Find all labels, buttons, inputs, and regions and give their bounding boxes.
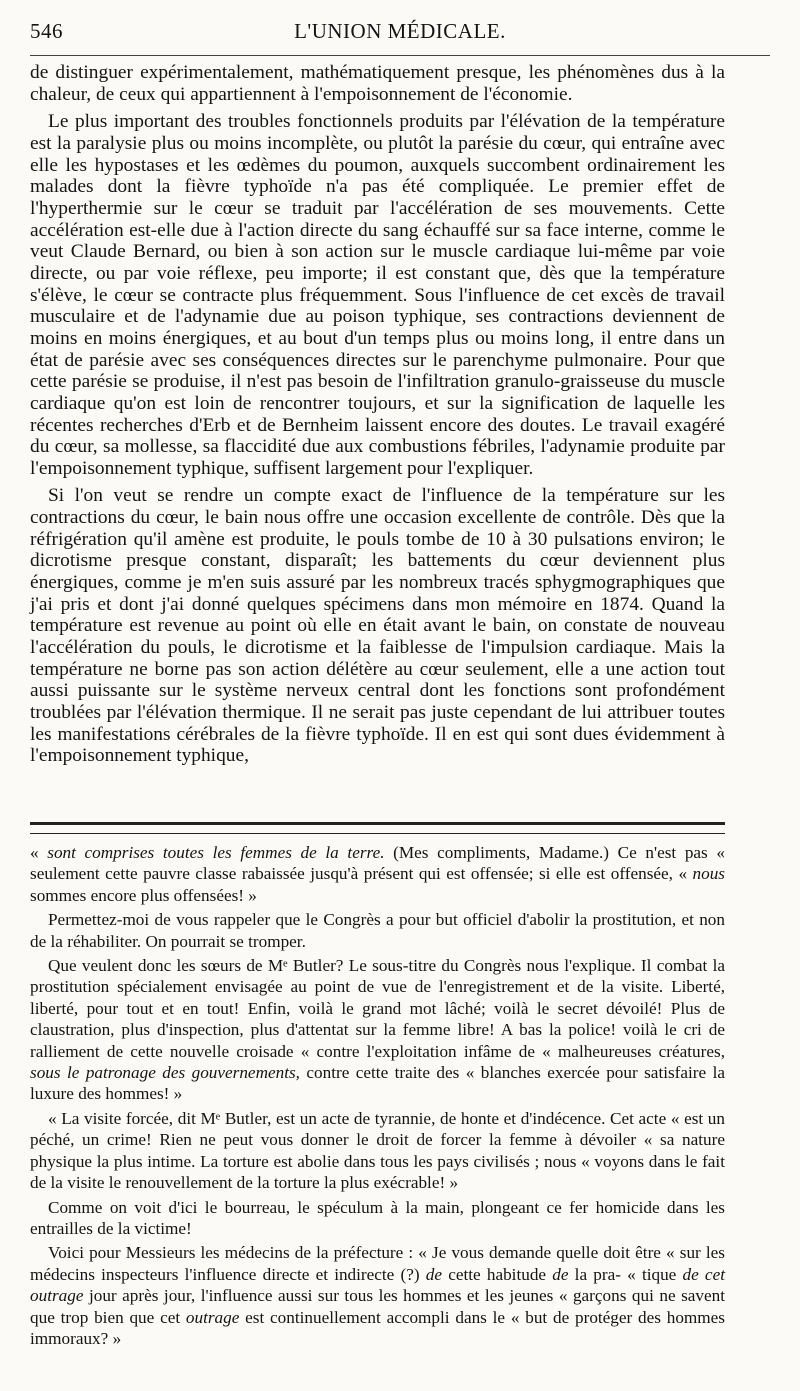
paragraph: Comme on voit d'ici le bourreau, le spéculum à la main, plongeant ce fer homicide dans les entrailles de la victime! bbox=[30, 1197, 725, 1238]
paragraph bbox=[30, 955, 725, 1105]
paragraph: « La visite forcée, dit Mᵉ Butler, est un acte de tyrannie, de honte et d'indécence. Cet acte « est un péché, un crime! Rien ne peut vous donner le droit de forcer la femme à dévoiler « sa nature physique la plus intime. La torture est abolie dans tous les pays civilisés ; nous « voyons dans le fait de la visite le renouvellement de la torture la plus exécrable! » bbox=[30, 1108, 725, 1193]
paragraph bbox=[30, 842, 725, 906]
text-run: sommes encore plus offensées! » bbox=[30, 885, 257, 905]
paragraph: Si l'on veut se rendre un compte exact de l'influence de la température sur les contractions du cœur, le bain nous offre une occasion excellente de contrôle. Dès que la réfrigération qu'il amène est produite, le pouls tombe de 10 à 30 pulsations environ; le dicrotisme presque constant, disparaît; les battements du cœur deviennent plus énergiques, comme je m'en suis assuré par les nombreux tracés sphygmographiques que j'ai pris et dont j'ai donné quelques spécimens dans mon mémoire en 1874. Quand la température est revenue au point où elle en était avant le bain, on constate de nouveau l'accélération du pouls, le dicrotisme et la faiblesse de l'impulsion cardiaque. Mais la température ne borne pas son action délétère au cœur seulement, elle a une action tout aussi puissante sur le système nerveux central dont les fonctions sont profondément troublées par l'élévation thermique. Il ne serait pas juste cependant de lui attribuer toutes les manifestations cérébrales de la fièvre typhoïde. Il en est qui sont dues évidemment à l'empoisonnement typhique, bbox=[30, 485, 725, 767]
paragraph: Permettez-moi de vous rappeler que le Congrès a pour but officiel d'abolir la prostitution, et non de la réhabiliter. On pourrait se tromper. bbox=[30, 910, 725, 951]
italic-run: outrage bbox=[185, 1307, 240, 1327]
text-run: (Mes compliments, Madame.) Ce n'est pas « seulement cette pauvre classe rabaissée jusqu'à présent qui est offensée; si elle est offensée, « bbox=[30, 843, 725, 884]
text-run: « bbox=[30, 843, 48, 862]
main-article bbox=[30, 62, 725, 767]
italic-run: sont comprises toutes les femmes de la terre. bbox=[47, 843, 385, 862]
running-header bbox=[30, 14, 770, 48]
italic-run: de bbox=[425, 1264, 443, 1284]
page-number: 546 bbox=[30, 18, 63, 43]
text-run: contre cette traite des « blanches exercée pour satisfaire la luxure des hommes! » bbox=[30, 1063, 725, 1104]
section-divider bbox=[30, 822, 725, 834]
paragraph bbox=[30, 1242, 725, 1349]
text-run: la pra- « tique bbox=[568, 1264, 683, 1284]
italic-run: de cet outrage bbox=[30, 1264, 725, 1306]
text-run: cette habitude bbox=[442, 1264, 553, 1284]
text-run: est continuellement accompli dans le « but de protéger des hommes immoraux? » bbox=[30, 1307, 725, 1348]
running-title: L'UNION MÉDICALE. bbox=[294, 18, 506, 43]
paragraph: de distinguer expérimentalement, mathématiquement presque, les phénomènes dus à la chaleur, de ceux qui appartiennent à l'empoisonnement de l'économie. bbox=[30, 62, 725, 105]
italic-run: sous le patronage des gouvernements, bbox=[30, 1063, 300, 1083]
text-run: Que veulent donc les sœurs de Mᵉ Butler? Le sous-titre du Congrès nous l'explique. Il combat la prostitution spécialement envisagée au point de vue de l'enregistrement et de la visite. Liberté, liberté, pour tout et en tout! Enfin, voilà le grand mot lâché; voilà le secret dévoilé! Plus de claustration, plus d'inspection, plus d'attentat sur la femme libre! A bas la police! voilà le cri de ralliement de cette nouvelle croisade « contre l'exploitation infâme de « malheureuses créatures, bbox=[30, 956, 725, 1061]
feuilleton-text bbox=[30, 842, 725, 1349]
paragraph: Le plus important des troubles fonctionnels produits par l'élévation de la température est la paralysie plus ou moins incomplète, ou plutôt la parésie du cœur, qui entraîne avec elle les hypostases et les œdèmes du poumon, auxquels succombent ordinairement les malades dont la fièvre typhoïde n'a pas été compliquée. Le premier effet de l'hyperthermie sur le cœur se traduit par l'accélération de ses mouvements. Cette accélération est-elle due à l'action directe du sang échauffé sur sa face interne, comme le veut Claude Bernard, ou bien à son action sur le muscle cardiaque lui-même par voie directe, ou par voie réflexe, peu importe; il est constant que, dès que la température s'élève, le cœur se contracte plus fréquemment. Sous l'influence de cet excès de travail musculaire et de l'adynamie due au poison typhique, ses contractions deviennent de moins en moins énergiques, et au bout d'un temps plus ou moins long, il entre dans un état de parésie avec ses conséquences directes sur le parenchyme pulmonaire. Pour que cette parésie se produise, il n'est pas besoin de l'infiltration granulo-graisseuse du muscle cardiaque qu'on est loin de rencontrer toujours, et sur la signification de laquelle les récentes recherches d'Erb et de Bernheim laissent encore des doutes. Le travail exagéré du cœur, sa mollesse, sa flaccidité due aux combustions fébriles, l'adynamie produite par l'empoisonnement typhique, suffisent largement pour l'expliquer. bbox=[30, 111, 725, 479]
italic-run: de bbox=[552, 1264, 569, 1284]
header-rule bbox=[30, 55, 770, 56]
text-run: jour après jour, l'influence aussi sur tous les hommes et les jeunes « garçons qui ne savent que trop bien que cet bbox=[30, 1286, 725, 1327]
text-run: Voici pour Messieurs les médecins de la préfecture : « Je vous demande quelle doit être « sur les médecins inspecteurs l'influence directe et indirecte (?) bbox=[30, 1243, 725, 1284]
italic-run: nous bbox=[692, 864, 725, 884]
